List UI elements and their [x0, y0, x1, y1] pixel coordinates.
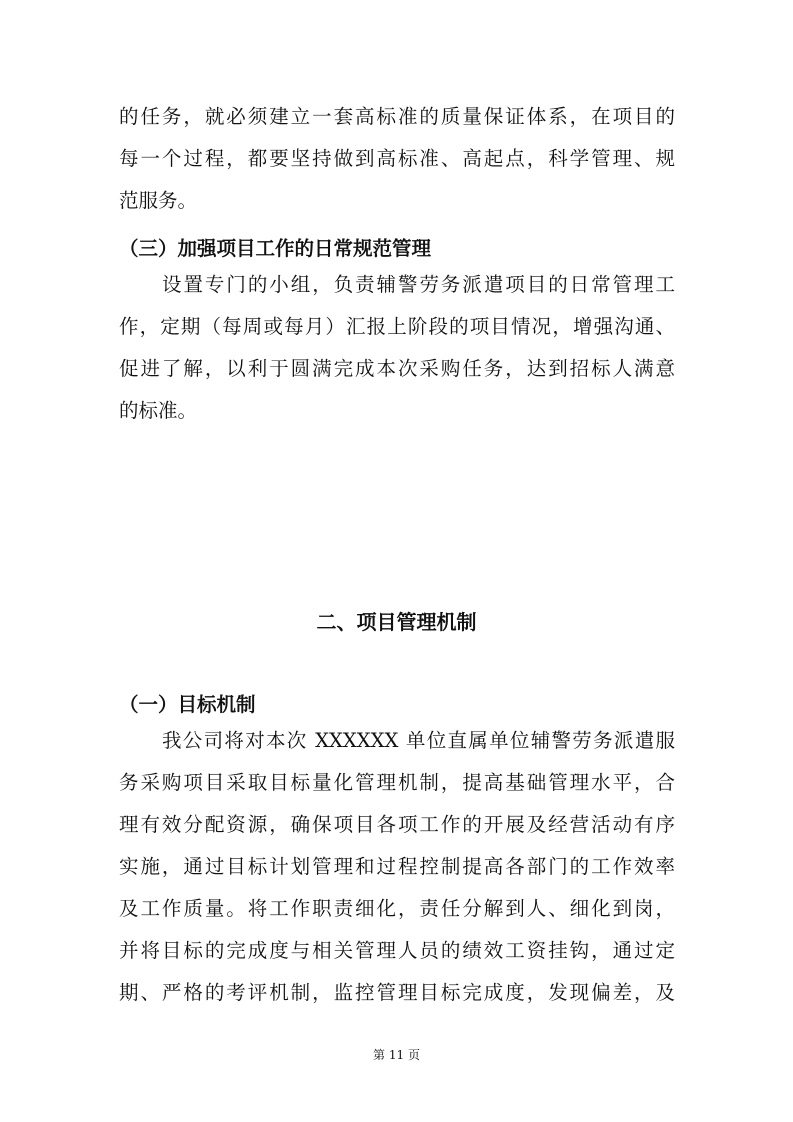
paragraph-line: 实施，通过目标计划管理和过程控制提高各部门的工作效率 [119, 855, 675, 878]
paragraph-line: 及工作质量。将工作职责细化，责任分解到人、细化到岗， [119, 897, 675, 920]
page-number: 第 11 页 [373, 1048, 420, 1062]
paragraph-line: 每一个过程，都要坚持做到高标准、高起点，科学管理、规 [119, 147, 675, 170]
paragraph-line: 范服务。 [119, 189, 198, 212]
paragraph-line: 务采购项目采取目标量化管理机制，提高基础管理水平，合 [119, 771, 675, 794]
paragraph-line: 作，定期（每周或每月）汇报上阶段的项目情况，增强沟通、 [119, 315, 675, 338]
paragraph-line: 期、严格的考评机制，监控管理目标完成度，发现偏差，及 [119, 981, 675, 1004]
paragraph-line: 并将目标的完成度与相关管理人员的绩效工资挂钩，通过定 [119, 939, 675, 962]
section-heading-three: （三）加强项目工作的日常规范管理 [119, 237, 432, 260]
paragraph-line: 促进了解，以利于圆满完成本次采购任务，达到招标人满意 [119, 357, 675, 380]
chapter-title: 二、项目管理机制 [316, 610, 477, 634]
paragraph-line: 理有效分配资源，确保项目各项工作的开展及经营活动有序 [119, 813, 675, 836]
section-heading-one: （一）目标机制 [119, 693, 256, 716]
paragraph-line: 的任务，就必须建立一套高标准的质量保证体系，在项目的 [119, 105, 675, 128]
paragraph-line: 设置专门的小组，负责辅警劳务派遣项目的日常管理工 [162, 273, 675, 296]
paragraph-line: 的标准。 [119, 399, 198, 422]
paragraph-line: 我公司将对本次 XXXXXX 单位直属单位辅警劳务派遣服 [162, 729, 675, 752]
